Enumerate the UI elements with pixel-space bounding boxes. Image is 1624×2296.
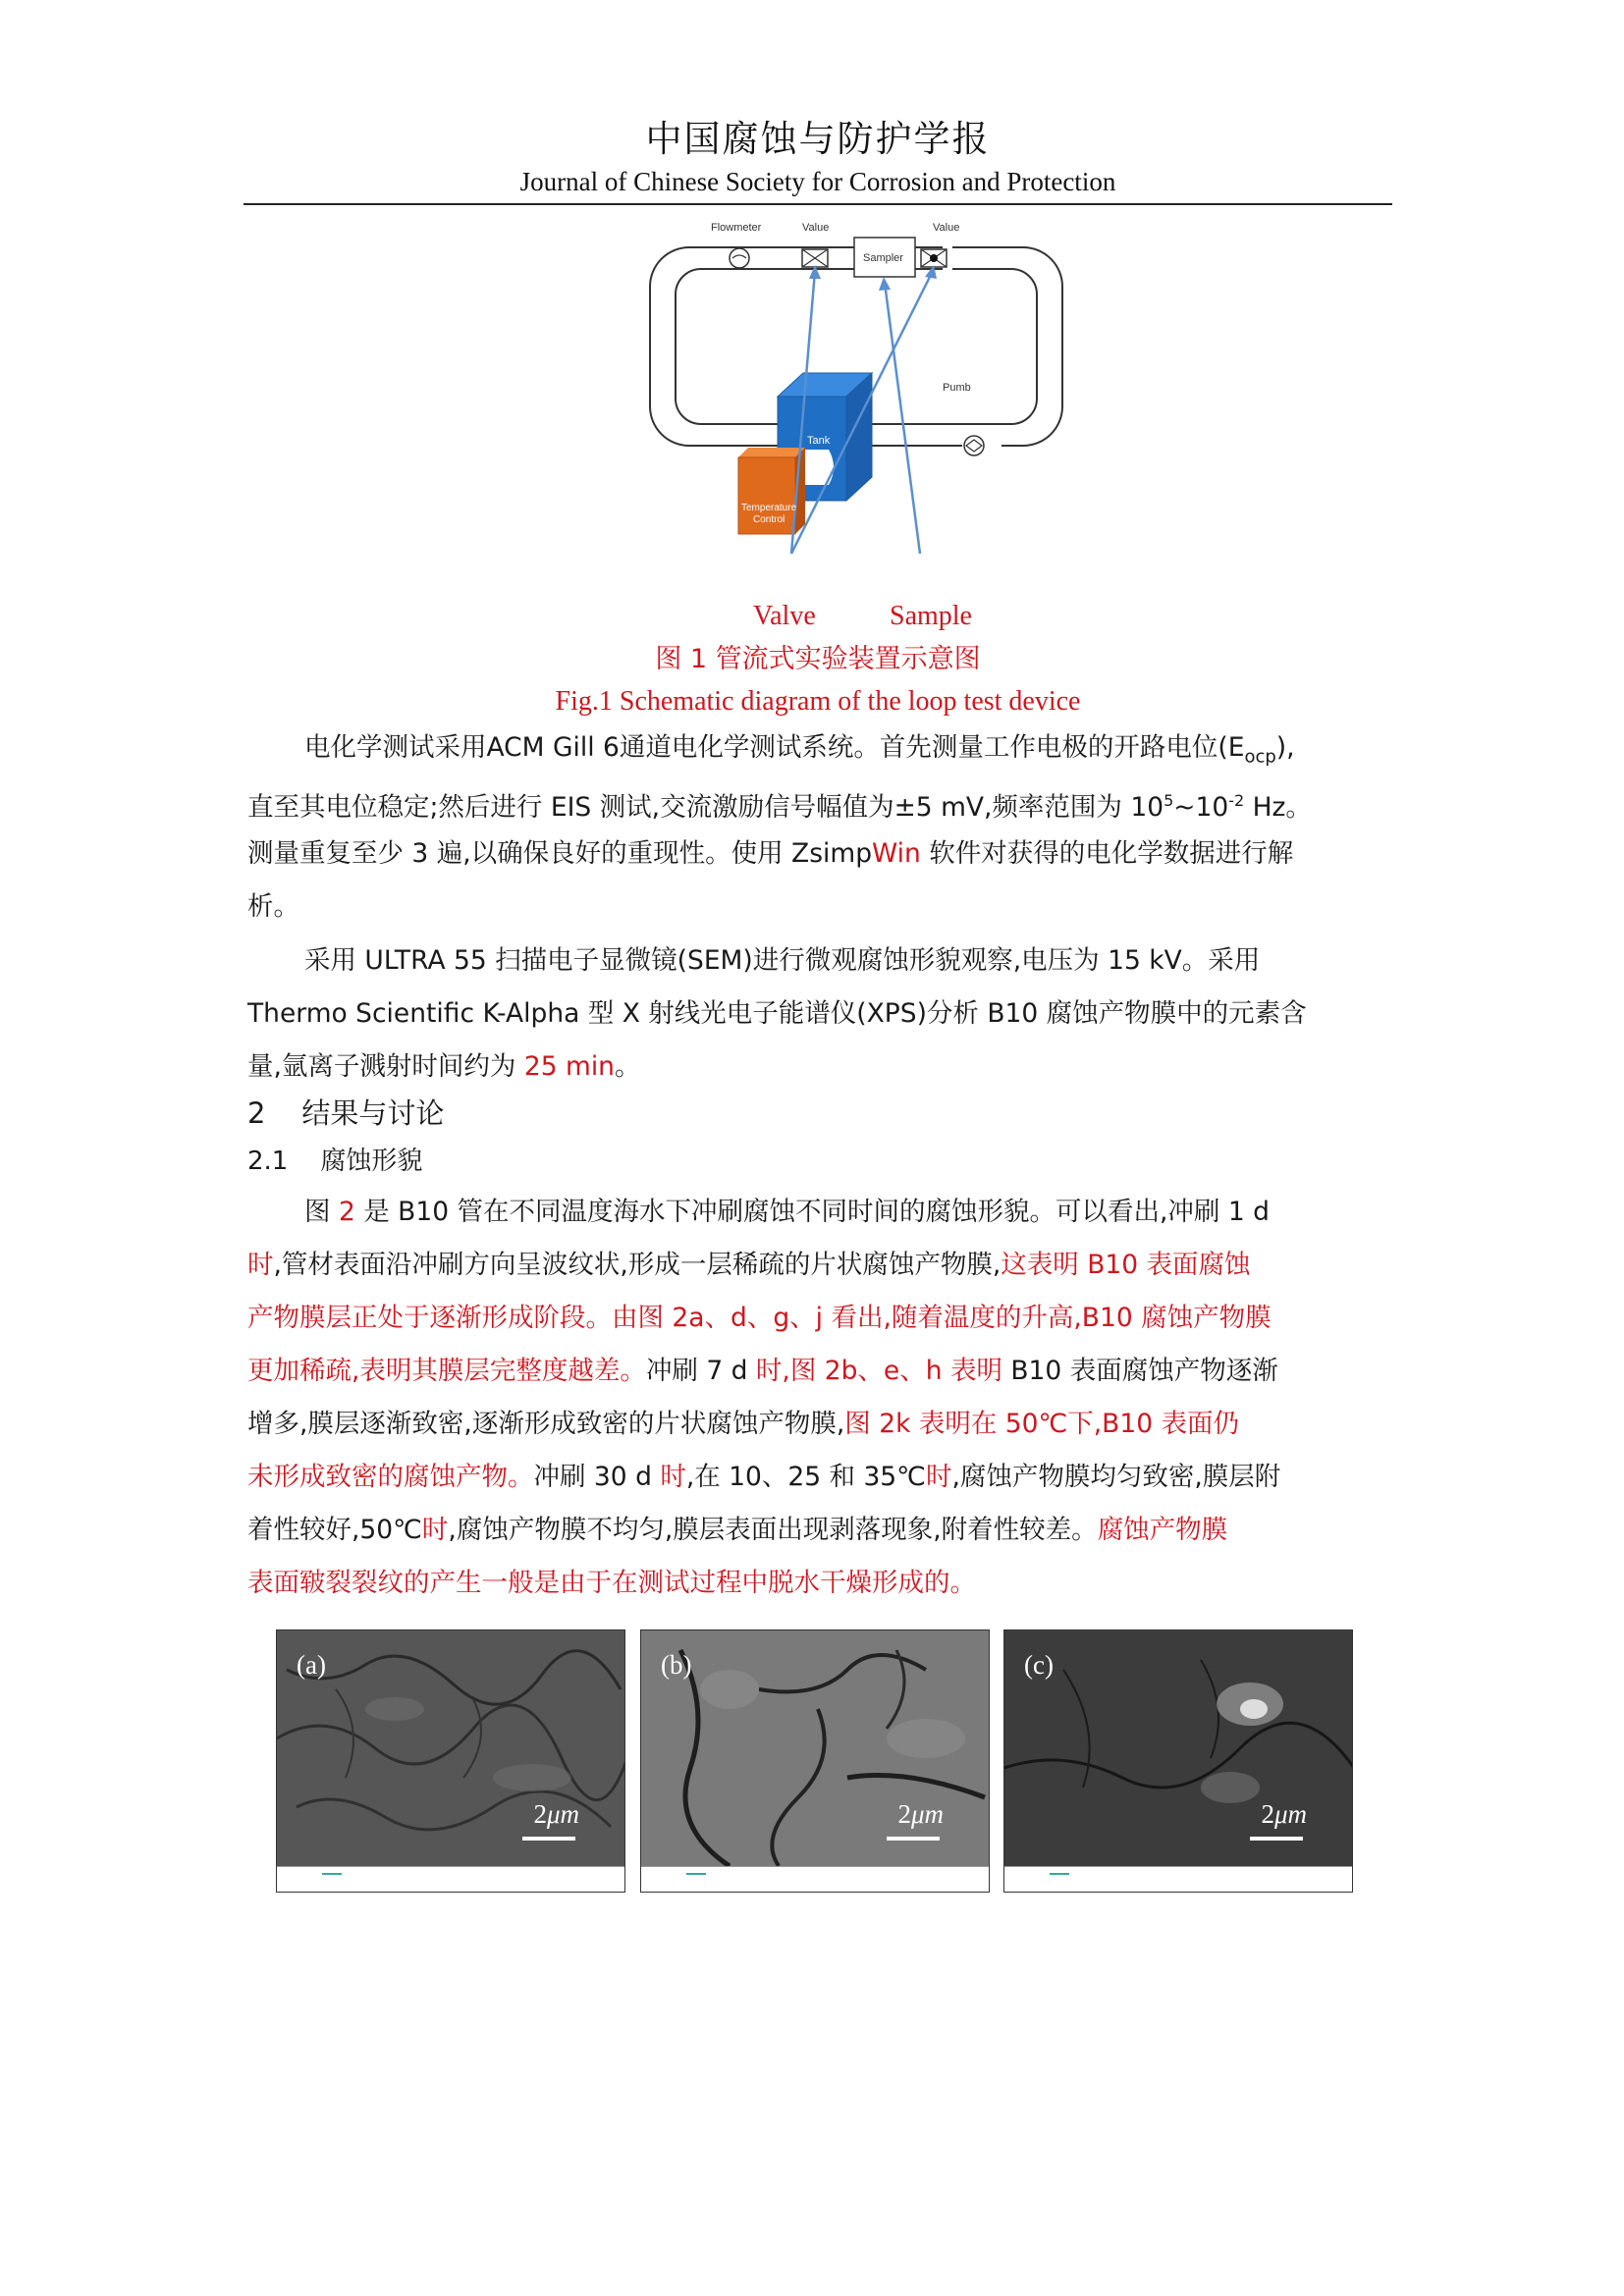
- sample-arrow: [885, 283, 920, 554]
- sem-info-bar: [277, 1866, 625, 1893]
- paragraph-line: 增多,膜层逐渐致密,逐渐形成致密的片状腐蚀产物膜,图 2k 表明在 50℃下,B10 表面仍: [247, 1409, 1239, 1439]
- paragraph-line: 电化学测试采用ACM Gill 6通道电化学测试系统。首先测量工作电极的开路电位$(E_{ocp})$,: [304, 732, 1295, 768]
- sem-scale-bar: [887, 1837, 940, 1841]
- flowmeter-label: Flowmeter: [711, 222, 762, 234]
- pump-label: Pumb: [943, 382, 971, 394]
- section-heading-results: 2 结果与讨论: [247, 1096, 445, 1130]
- figure-1-caption-cn: 图 1 管流式实验装置示意图: [655, 644, 981, 674]
- sem-texture: [1004, 1630, 1353, 1866]
- sampler-label: Sampler: [863, 252, 903, 264]
- journal-title-cn: 中国腐蚀与防护学报: [645, 118, 991, 160]
- temperature-control-label-2: Control: [753, 514, 785, 525]
- paragraph-line: Thermo Scientific K-Alpha 型 X 射线光电子能谱仪(XPS)分析 B10 腐蚀产物膜中的元素含: [247, 998, 1307, 1029]
- pump-icon: [964, 436, 984, 455]
- sem-panel-letter: (a): [297, 1650, 326, 1680]
- subsection-heading-morphology: 2.1 腐蚀形貌: [247, 1147, 423, 1176]
- sem-texture: [277, 1630, 625, 1866]
- paragraph-line: 析。: [247, 891, 299, 922]
- paragraph-line: 图 2 是 B10 管在不同温度海水下冲刷腐蚀不同时间的腐蚀形貌。可以看出,冲刷 1 d: [304, 1197, 1270, 1227]
- value-left-label: Value: [802, 222, 830, 234]
- paragraph-sem-xps: [247, 934, 1391, 1094]
- temperature-control-label-1: Temperature: [741, 503, 797, 513]
- paragraph-line: 未形成致密的腐蚀产物。冲刷 30 d 时,在 10、25 和 35℃时,腐蚀产物膜均匀致密,膜层附: [247, 1462, 1281, 1492]
- sem-image-a: [276, 1629, 625, 1893]
- sem-scale-bar: [1250, 1837, 1303, 1841]
- sem-texture: [641, 1630, 990, 1866]
- valve-callout-label: Valve: [753, 601, 816, 631]
- paragraph-line: 采用 ULTRA 55 扫描电子显微镜(SEM)进行微观腐蚀形貌观察,电压为 15 kV。采用: [304, 945, 1261, 976]
- figure-1-caption-en: Fig.1 Schematic diagram of the loop test device: [555, 686, 1081, 717]
- sem-scale-label: 2μm: [897, 1799, 944, 1829]
- paragraph-line: 量,氩离子溅射时间约为 25 min。: [247, 1051, 641, 1082]
- paragraph-electrochemical-test: [247, 721, 1391, 934]
- journal-title-en: Journal of Chinese Society for Corrosion and Protection: [519, 167, 1116, 196]
- sample-callout-label: Sample: [890, 601, 972, 631]
- sem-info-bar: [1004, 1866, 1353, 1893]
- paragraph-line: 时,管材表面沿冲刷方向呈波纹状,形成一层稀疏的片状腐蚀产物膜,这表明 B10 表面腐蚀: [247, 1250, 1251, 1280]
- figure-1-schematic: [648, 214, 1072, 636]
- sem-scale-bar: [522, 1837, 575, 1841]
- paragraph-line: 着性较好,50℃时,腐蚀产物膜不均匀,膜层表面出现剥落现象,附着性较差。腐蚀产物膜: [247, 1515, 1228, 1545]
- sem-info-bar: [641, 1866, 990, 1893]
- paragraph-line: 表面皲裂裂纹的产生一般是由于在测试过程中脱水干燥形成的。: [247, 1568, 976, 1598]
- sem-panel-letter: (b): [661, 1650, 692, 1680]
- paragraph-line: 直至其电位稳定;然后进行 EIS 测试,交流激励信号幅值为±5 mV,频率范围为 $10^5\sim 10^{-2}$ Hz。: [247, 791, 1312, 823]
- journal-header: [244, 116, 1392, 198]
- tank-label: Tank: [807, 435, 831, 447]
- header-rule: [244, 203, 1392, 205]
- paragraph-line: 更加稀疏,表明其膜层完整度越差。冲刷 7 d 时,图 2b、e、h 表明 B10 表面腐蚀产物逐渐: [247, 1356, 1278, 1386]
- paragraph-corrosion-morphology: [247, 1186, 1391, 1610]
- sem-image-b: [640, 1629, 990, 1893]
- sem-image-c: [1003, 1629, 1353, 1893]
- sem-scale-label: 2μm: [1261, 1799, 1307, 1829]
- paragraph-line: 测量重复至少 3 遍,以确保良好的重现性。使用 ZsimpWin 软件对获得的电化学数据进行解: [247, 838, 1294, 869]
- value-right-label: Value: [933, 222, 960, 234]
- sem-scale-label: 2μm: [533, 1799, 579, 1829]
- sem-panel-letter: (c): [1024, 1650, 1054, 1680]
- paragraph-line: 产物膜层正处于逐渐形成阶段。由图 2a、d、g、j 看出,随着温度的升高,B10 腐蚀产物膜: [247, 1303, 1272, 1333]
